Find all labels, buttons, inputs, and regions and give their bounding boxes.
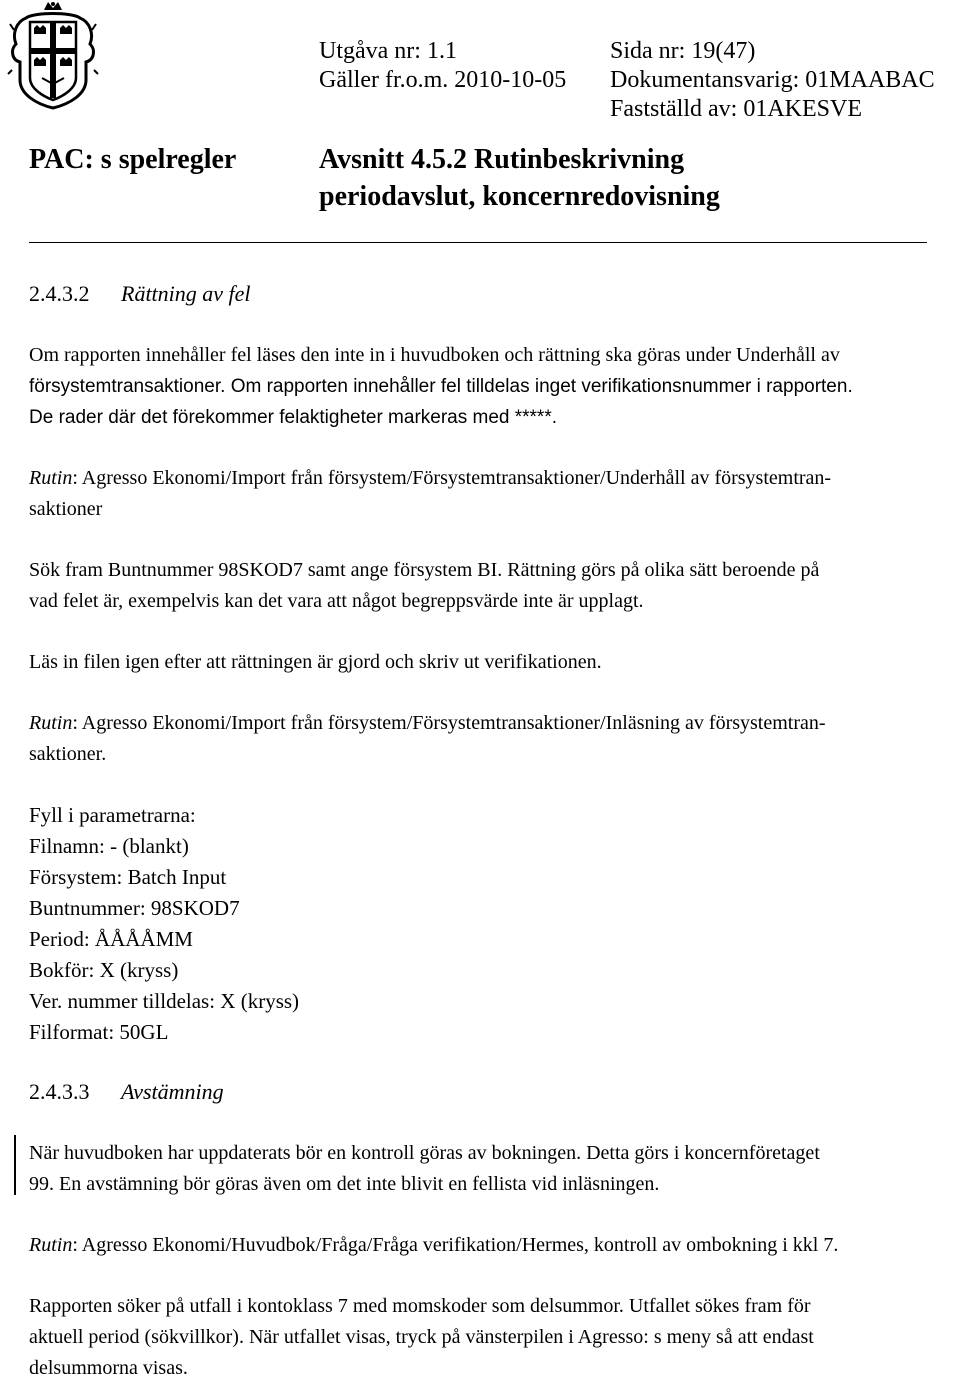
text-line: Rapporten söker på utfall i kontoklass 7 med momskoder som delsummor. Utfallet sökes fram för bbox=[29, 1295, 811, 1317]
doc-owner-label: Dokumentansvarig: 01MAABAC bbox=[610, 67, 935, 93]
rutin-label: Rutin bbox=[29, 467, 73, 489]
section-number: 2.4.3.2 bbox=[29, 281, 90, 306]
paragraph-rutin-underhall bbox=[29, 463, 957, 525]
paragraph-rutin-huvudbok bbox=[29, 1230, 957, 1261]
rutin-path: : Agresso Ekonomi/Huvudbok/Fråga/Fråga verifikation/Hermes, kontroll av ombokning i kkl 7. bbox=[72, 1234, 839, 1256]
list-item: Bokför: X (kryss) bbox=[29, 958, 179, 982]
section-title-line-1: Avsnitt 4.5.2 Rutinbeskrivning bbox=[319, 144, 685, 175]
section-title-line-2: periodavslut, koncernredovisning bbox=[319, 181, 720, 212]
rutin-label: Rutin bbox=[29, 712, 73, 734]
valid-from-label: Gäller fr.o.m. 2010-10-05 bbox=[319, 67, 567, 93]
list-item: Försystem: Batch Input bbox=[29, 865, 227, 889]
text-line: När huvudboken har uppdaterats bör en kontroll göras av bokningen. Detta görs i koncernföretaget bbox=[29, 1142, 820, 1164]
paragraph-rutin-inlasning bbox=[29, 708, 957, 770]
section-title: Rättning av fel bbox=[121, 281, 251, 306]
paragraph-rapporten bbox=[29, 1291, 957, 1384]
rutin-path: : Agresso Ekonomi/Import från försystem/Försystemtransaktioner/Inläsning av försystemtran- bbox=[72, 712, 826, 734]
paragraph-sok-fram bbox=[29, 555, 957, 617]
rutin-label: Rutin bbox=[29, 1234, 73, 1256]
approved-by-label: Fastställd av: 01AKESVE bbox=[610, 96, 862, 122]
list-item: Buntnummer: 98SKOD7 bbox=[29, 896, 240, 920]
text-line: Sök fram Buntnummer 98SKOD7 samt ange försystem BI. Rättning görs på olika sätt beroende på bbox=[29, 559, 820, 581]
paragraph-error-report bbox=[29, 340, 957, 433]
list-item: Filformat: 50GL bbox=[29, 1020, 169, 1044]
text-line: Om rapporten innehåller fel läses den inte in i huvudboken och rättning ska göras under Underhåll av bbox=[29, 344, 840, 366]
parameter-list bbox=[29, 800, 957, 1048]
list-item: Ver. nummer tilldelas: X (kryss) bbox=[29, 989, 300, 1013]
text-line: delsummorna visas. bbox=[29, 1357, 188, 1379]
edition-label: Utgåva nr: 1.1 bbox=[319, 38, 457, 64]
page-number-label: Sida nr: 19(47) bbox=[610, 38, 756, 64]
coat-of-arms-logo bbox=[6, 0, 100, 110]
rutin-path-continued: saktioner. bbox=[29, 743, 107, 765]
list-item: Fyll i parametrarna: bbox=[29, 803, 196, 827]
text-line: Läs in filen igen efter att rättningen är gjord och skriv ut verifikationen. bbox=[29, 651, 602, 673]
text-line: vad felet är, exempelvis kan det vara att något begreppsvärde inte är upplagt. bbox=[29, 590, 644, 612]
paragraph-las-in bbox=[29, 647, 957, 678]
header-divider bbox=[29, 242, 927, 243]
revision-change-bar bbox=[14, 1135, 16, 1195]
text-line: försystemtransaktioner. Om rapporten innehåller fel tilldelas inget verifikationsnummer i rapporten. bbox=[29, 376, 853, 397]
list-item: Filnamn: - (blankt) bbox=[29, 834, 189, 858]
text-line: aktuell period (sökvillkor). När utfallet visas, tryck på vänsterpilen i Agresso: s meny så att endast bbox=[29, 1326, 814, 1348]
rutin-path-continued: saktioner bbox=[29, 498, 103, 520]
swedish-coat-of-arms-icon bbox=[6, 0, 100, 110]
section-heading-avstamning bbox=[29, 1079, 224, 1105]
rutin-path: : Agresso Ekonomi/Import från försystem/Försystemtransaktioner/Underhåll av försystemtran- bbox=[72, 467, 832, 489]
section-number: 2.4.3.3 bbox=[29, 1079, 90, 1104]
text-line: 99. En avstämning bör göras även om det inte blivit en fellista vid inläsningen. bbox=[29, 1173, 660, 1195]
list-item: Period: ÅÅÅÅMM bbox=[29, 927, 193, 951]
doc-title: PAC: s spelregler bbox=[29, 144, 237, 175]
section-heading-rattning bbox=[29, 281, 251, 307]
text-line: De rader där det förekommer felaktigheter markeras med *****. bbox=[29, 407, 558, 428]
paragraph-avstamning bbox=[29, 1138, 957, 1200]
section-title: Avstämning bbox=[121, 1079, 224, 1104]
